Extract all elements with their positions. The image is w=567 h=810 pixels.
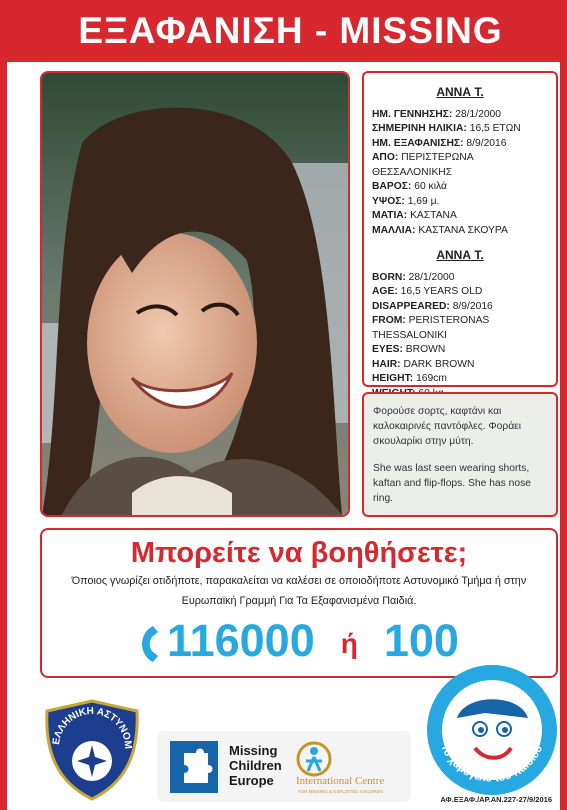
detail-row: FROM: PERISTERONAS THESSALONIKI — [372, 315, 490, 341]
icmec-name: International Centre — [296, 775, 385, 787]
puzzle-piece-icon — [170, 741, 218, 793]
icmec-tagline: FOR MISSING & EXPLOITED CHILDREN — [298, 789, 383, 794]
phone-handset-icon — [139, 624, 161, 664]
detail-row: ΣΗΜΕΡΙΝΗ ΗΛΙΚΙΑ: 16,5 ΕΤΩΝ — [372, 123, 521, 134]
portrait-image — [42, 73, 348, 515]
police-logo-text: ΕΛΛΗΝΙΚΗ ΑΣΤΥΝΟΜ — [50, 705, 134, 750]
mce-wordmark: Missing Children Europe — [229, 743, 282, 788]
description-greek: Φορούσε σορτς, καφτάνι και καλοκαιρινές παντόφλες. Φοράει σκουλαρίκι στην μύτη. — [373, 406, 522, 447]
description-english: She was last seen wearing shorts, kaftan and flip-flops. She has nose ring. — [373, 463, 531, 504]
help-text-line2: Ευρωπαϊκή Γραμμή Για Τα Εξαφανισμένα Παιδιά. — [181, 595, 417, 607]
smile-of-the-child-logo — [425, 663, 559, 797]
hotline-100[interactable]: 100 — [383, 615, 459, 666]
detail-row: HAIR: DARK BROWN — [372, 358, 475, 370]
or-label: ή — [340, 628, 358, 660]
smile-logo-text: Το χαμόγελο του παιδιού — [438, 742, 546, 785]
detail-row: DISAPPEARED: 8/9/2016 — [372, 300, 493, 312]
detail-row: ΑΠΟ: ΠΕΡΙΣΤΕΡΩΝΑ ΘΕΣΣΑΛΟΝΙΚΗΣ — [372, 152, 474, 178]
detail-row: BORN: 28/1/2000 — [372, 271, 455, 283]
detail-row: ΜΑΤΙΑ: ΚΑΣΤΑΝΑ — [372, 210, 457, 221]
detail-row: ΗΜ. ΓΕΝΝΗΣΗΣ: 28/1/2000 — [372, 108, 502, 120]
person-name-greek: ΑΝΝΑ Τ. — [436, 85, 484, 99]
detail-row: ΒΑΡΟΣ: 60 κιλά — [372, 181, 447, 192]
missing-children-europe-logo — [157, 731, 411, 802]
help-panel — [40, 528, 558, 678]
reference-number: ΑΦ.ΕΞΑΦ./ΑΡ.ΑΝ.227-27/9/2016 — [440, 795, 552, 804]
person-name-english: ΑΝΝΑ Τ. — [436, 248, 484, 262]
person-details-panel — [362, 71, 558, 387]
detail-row: ΗΜ. ΕΞΑΦΑΝΙΣΗΣ: 8/9/2016 — [372, 137, 507, 149]
hotline-numbers — [42, 616, 556, 669]
missing-person-photo — [40, 71, 350, 517]
detail-row: EYES: BROWN — [372, 344, 446, 355]
help-text-line1: Όποιος γνωρίζει οτιδήποτε, παρακαλείται να καλέσει σε οποιοδήποτε Αστυνομικό Τμήμα ή στην — [71, 575, 527, 587]
detail-row: ΥΨΟΣ: 1,69 μ. — [372, 195, 440, 207]
help-title: Μπορείτε να βοηθήσετε; — [130, 537, 468, 569]
clothing-description-panel — [362, 392, 558, 517]
hotline-116000[interactable]: 116000 — [167, 615, 315, 666]
detail-row: HEIGHT: 169cm — [372, 373, 447, 384]
detail-row: ΜΑΛΛΙΑ: ΚΑΣΤΑΝΑ ΣΚΟΥΡΑ — [372, 224, 508, 236]
hellenic-police-logo — [37, 697, 147, 802]
poster-title: ΕΞΑΦΑΝΙΣΗ - MISSING — [7, 0, 567, 62]
detail-row: AGE: 16,5 YEARS OLD — [372, 286, 483, 297]
